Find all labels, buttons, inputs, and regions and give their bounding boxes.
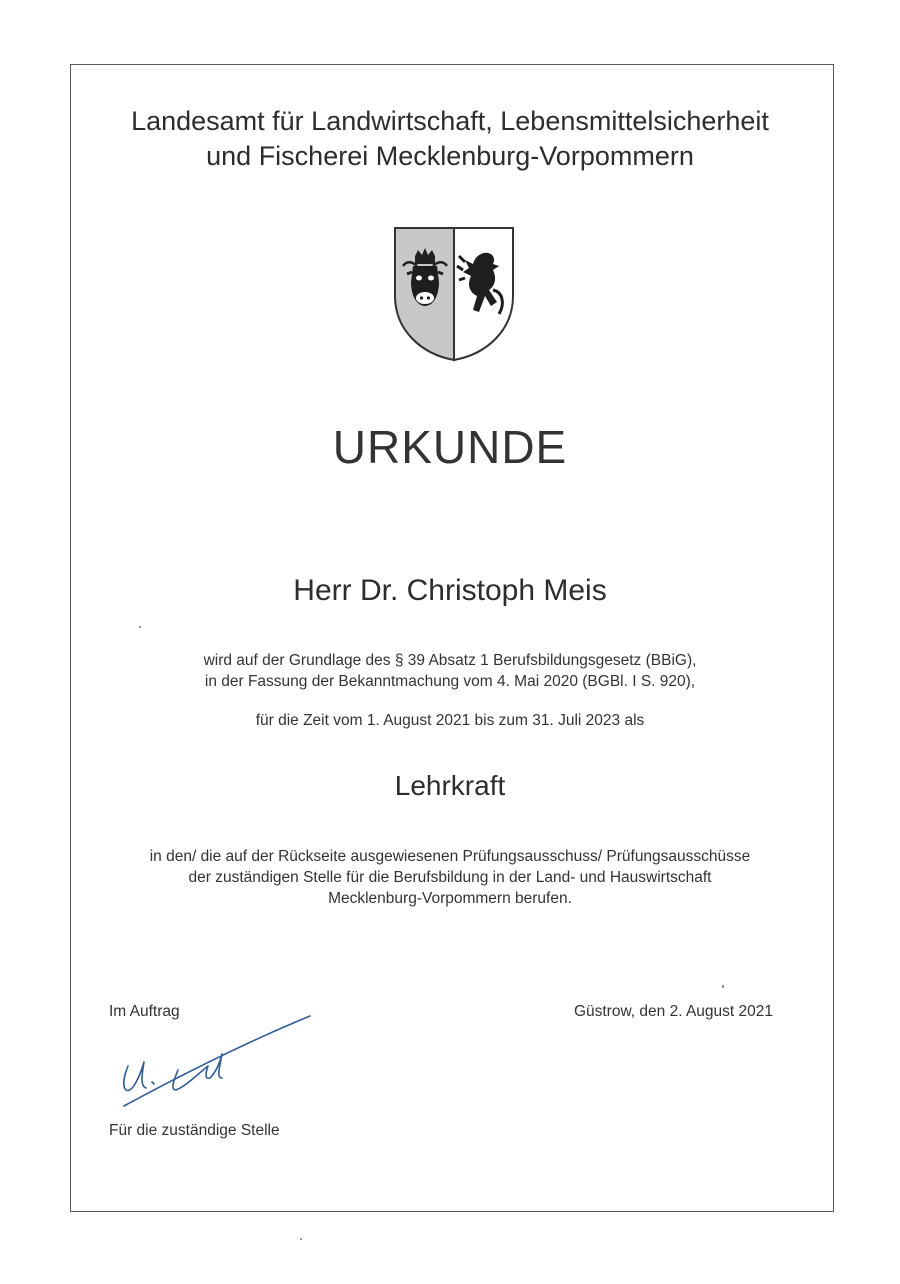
issuing-authority-line2: und Fischerei Mecklenburg-Vorpommern [206, 141, 694, 171]
scan-speck [300, 1238, 302, 1240]
on-behalf-label: Im Auftrag [109, 1003, 180, 1020]
scan-speck [722, 985, 724, 988]
scan-speck [139, 626, 141, 628]
document-title: URKUNDE [332, 421, 568, 473]
signatory-note: Für die zuständige Stelle [109, 1122, 280, 1139]
appointment-period: für die Zeit vom 1. August 2021 bis zum 31. Juli 2023 als [255, 712, 645, 729]
appointment-line3: Mecklenburg-Vorpommern berufen. [328, 890, 572, 907]
appointment-line2: der zuständigen Stelle für die Berufsbildung in der Land- und Hauswirtschaft [188, 869, 712, 886]
legal-basis-line2: in der Fassung der Bekanntmachung vom 4. Mai 2020 (BGBl. I S. 920), [204, 673, 696, 690]
legal-basis-line1: wird auf der Grundlage des § 39 Absatz 1 Berufsbildungsgesetz (BBiG), [203, 652, 697, 669]
coat-of-arms-icon [393, 226, 515, 362]
appointment-line1: in den/ die auf der Rückseite ausgewiesenen Prüfungsausschuss/ Prüfungsausschüsse [149, 848, 751, 865]
signature-image [112, 1010, 322, 1115]
place-and-date: Güstrow, den 2. August 2021 [573, 1003, 773, 1020]
recipient-name: Herr Dr. Christoph Meis [293, 574, 607, 607]
issuing-authority-line1: Landesamt für Landwirtschaft, Lebensmittelsicherheit [131, 106, 769, 136]
appointed-role: Lehrkraft [394, 770, 506, 801]
